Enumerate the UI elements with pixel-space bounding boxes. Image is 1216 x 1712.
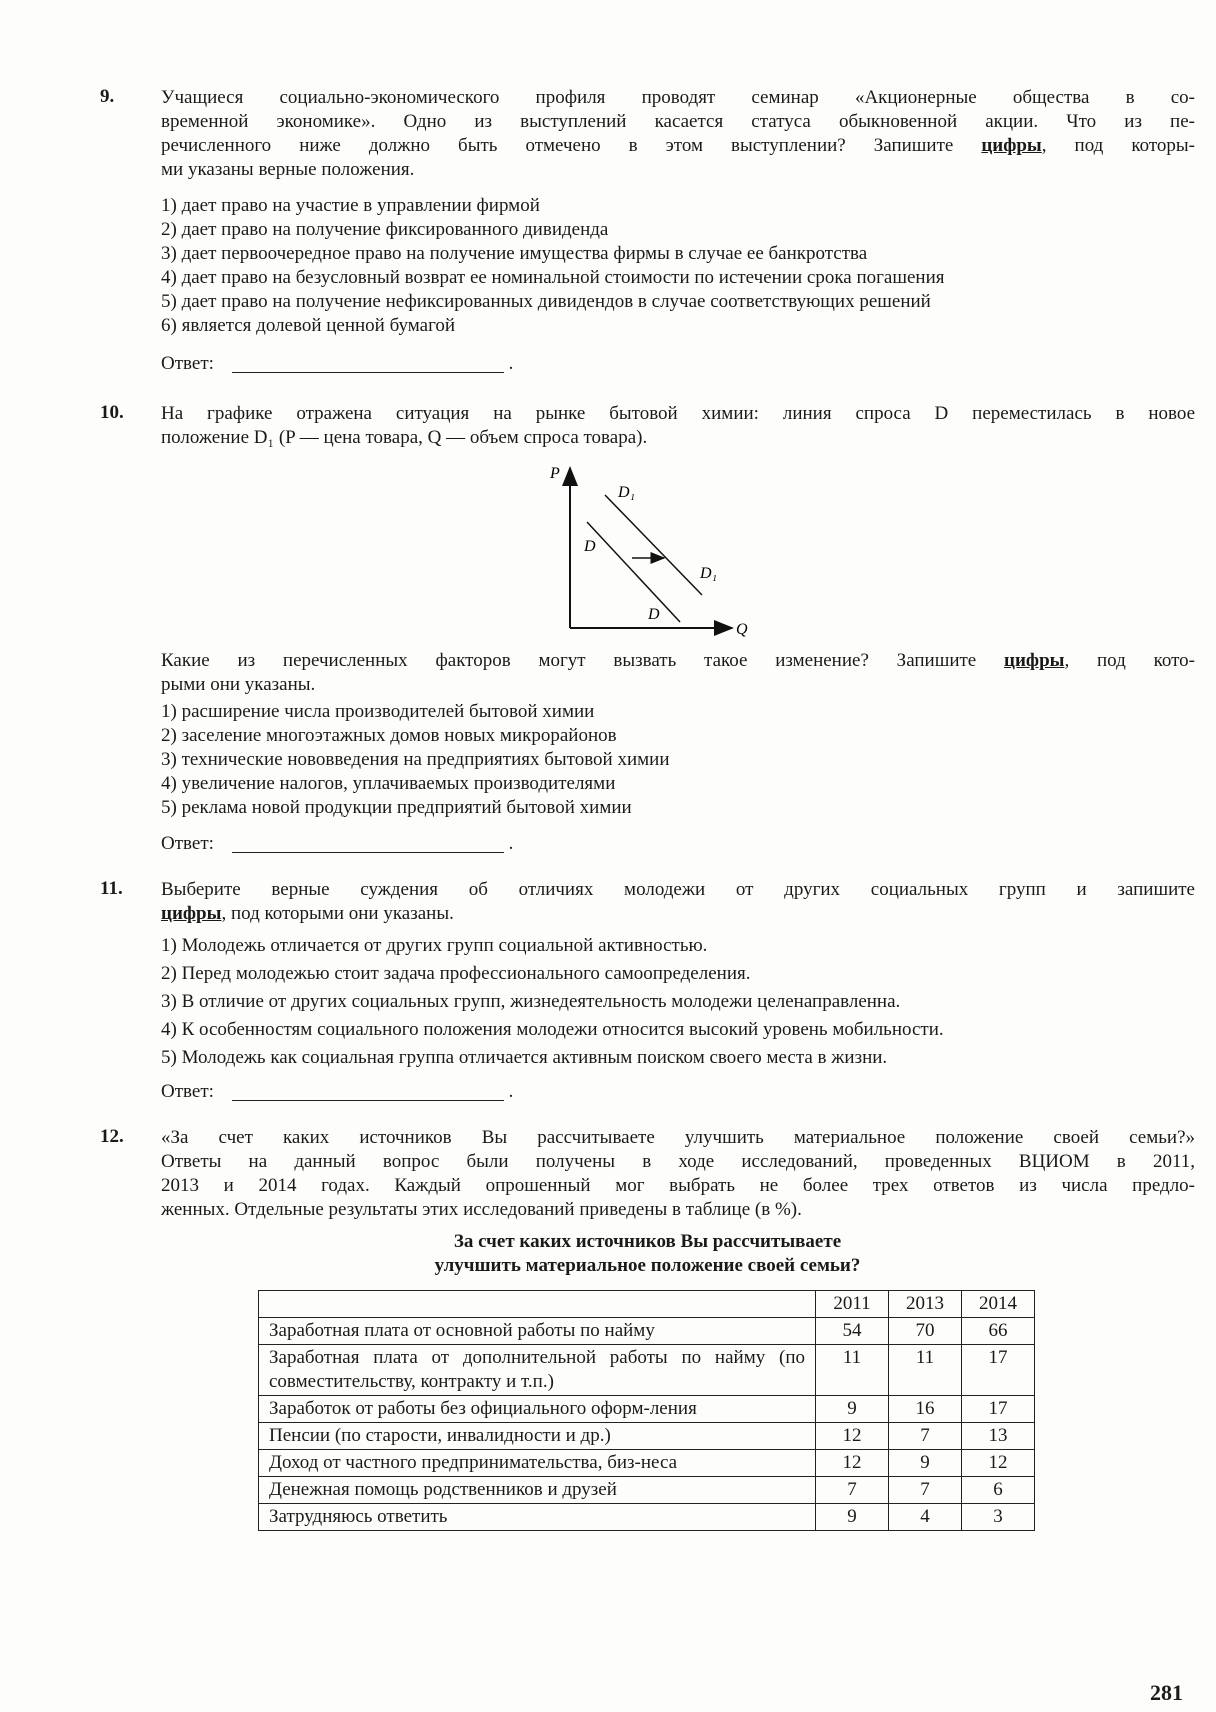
value-cell: 4	[889, 1504, 962, 1531]
label-cell: Пенсии (по старости, инвалидности и др.)	[259, 1423, 816, 1450]
question-12	[161, 1126, 1195, 1222]
d1-label: D₁	[618, 484, 636, 501]
answer-field[interactable]: Ответ: .	[161, 833, 514, 854]
option: 2) дает право на получение фиксированного дивиденда	[161, 219, 609, 240]
question-text: Учащиеся социально-экономического профиля проводят семинар «Акционерные общества в со-	[161, 87, 1195, 108]
question-text: ми указаны верные положения.	[161, 159, 415, 180]
answer-label: Ответ:	[161, 833, 214, 854]
question-11	[161, 878, 1195, 1074]
option: 5) Молодежь как социальная группа отличается активным поиском своего места в жизни.	[161, 1047, 888, 1068]
question-text: Ответы на данный вопрос были получены в ходе исследований, проведенных ВЦИОМ в 2011,	[161, 1151, 1195, 1172]
question-text: Выберите верные суждения об отличиях молодежи от других социальных групп и запишите	[161, 879, 1195, 900]
table-row	[259, 1477, 1035, 1504]
d-label: D	[584, 538, 596, 555]
value-cell: 11	[889, 1345, 962, 1396]
option: 6) является долевой ценной бумагой	[161, 315, 456, 336]
option: 5) дает право на получение нефиксированных дивидендов в случае соответствующих решений	[161, 291, 931, 312]
value-cell: 12	[816, 1450, 889, 1477]
table-row	[259, 1450, 1035, 1477]
value-cell: 54	[816, 1318, 889, 1345]
answer-field[interactable]: Ответ: .	[161, 1081, 514, 1102]
label-cell: Доход от частного предпринимательства, биз-неса	[259, 1450, 816, 1477]
option: 2) Перед молодежью стоит задача профессионального самоопределения.	[161, 963, 751, 984]
page-number: 281	[1150, 1680, 1183, 1705]
option: 1) дает право на участие в управлении фирмой	[161, 195, 540, 216]
value-cell: 12	[816, 1423, 889, 1450]
demand-line-d1	[605, 495, 702, 595]
value-cell: 3	[962, 1504, 1035, 1531]
answer-label: Ответ:	[161, 353, 214, 374]
question-text: На графике отражена ситуация на рынке бытовой химии: линия спроса D переместилась в новое	[161, 403, 1195, 424]
question-text: женных. Отдельные результаты этих исследований приведены в таблице (в %).	[161, 1199, 802, 1220]
question-number: 11.	[100, 878, 123, 899]
table-row	[259, 1345, 1035, 1396]
value-cell: 9	[816, 1396, 889, 1423]
label-cell: Заработная плата от основной работы по найму	[259, 1318, 816, 1345]
question-number: 10.	[100, 402, 124, 423]
question-text: положение D₁ (P — цена товара, Q — объем спроса товара).	[161, 427, 648, 448]
label-cell: Заработная плата от дополнительной работы по найму (по совместительству, контракту и т.п.)	[259, 1345, 816, 1396]
d-label: D	[648, 606, 660, 623]
demand-shift-graph	[540, 460, 760, 645]
label-cell: Затрудняюсь ответить	[259, 1504, 816, 1531]
q-axis-label: Q	[736, 621, 748, 638]
value-cell: 11	[816, 1345, 889, 1396]
question-text: 2013 и 2014 годах. Каждый опрошенный мог выбрать не более трех ответов из числа предло-	[161, 1175, 1195, 1196]
option: 4) К особенностям социального положения молодежи относится высокий уровень мобильности.	[161, 1019, 944, 1040]
value-cell: 70	[889, 1318, 962, 1345]
question-text: речисленного ниже должно быть отмечено в этом выступлении? Запишите цифры, под которы-	[161, 135, 1195, 156]
option: 3) технические нововведения на предприятиях бытовой химии	[161, 749, 670, 770]
header-cell: 2014	[962, 1291, 1035, 1318]
question-10	[161, 402, 1195, 450]
table-row	[259, 1318, 1035, 1345]
question-text: рыми они указаны.	[161, 674, 316, 695]
value-cell: 13	[962, 1423, 1035, 1450]
value-cell: 16	[889, 1396, 962, 1423]
label-cell: Денежная помощь родственников и друзей	[259, 1477, 816, 1504]
table-row	[259, 1423, 1035, 1450]
table-row	[259, 1396, 1035, 1423]
question-10-cont	[161, 649, 1195, 820]
value-cell: 66	[962, 1318, 1035, 1345]
demand-line-d	[587, 522, 680, 622]
value-cell: 7	[889, 1477, 962, 1504]
question-number: 9.	[100, 86, 115, 107]
question-number: 12.	[100, 1126, 124, 1147]
emphasis: цифры	[161, 903, 222, 924]
question-text: цифры, под которыми они указаны.	[161, 903, 454, 924]
answer-label: Ответ:	[161, 1081, 214, 1102]
table-header-row	[259, 1291, 1035, 1318]
option: 5) реклама новой продукции предприятий бытовой химии	[161, 797, 632, 818]
question-text: временной экономике». Одно из выступлений касается статуса обыкновенной акции. Что из пе-	[161, 111, 1195, 132]
emphasis: цифры	[981, 135, 1042, 156]
header-cell: 2011	[816, 1291, 889, 1318]
table-row	[259, 1504, 1035, 1531]
value-cell: 9	[889, 1450, 962, 1477]
p-axis-label: P	[550, 465, 560, 482]
value-cell: 17	[962, 1345, 1035, 1396]
value-cell: 7	[816, 1477, 889, 1504]
header-cell	[259, 1291, 816, 1318]
survey-table	[258, 1290, 1035, 1531]
value-cell: 17	[962, 1396, 1035, 1423]
table-title: За счет каких источников Вы рассчитываете улучшить материальное положение своей семьи?	[434, 1231, 861, 1276]
option: 1) Молодежь отличается от других групп социальной активностью.	[161, 935, 708, 956]
option: 2) заселение многоэтажных домов новых микрорайонов	[161, 725, 617, 746]
question-text: «За счет каких источников Вы рассчитываете улучшить материальное положение своей семьи?»	[161, 1127, 1195, 1148]
option: 3) дает первоочередное право на получение имущества фирмы в случае ее банкротства	[161, 243, 868, 264]
question-9	[161, 86, 1195, 338]
label-cell: Заработок от работы без официального оформ-ления	[259, 1396, 816, 1423]
value-cell: 12	[962, 1450, 1035, 1477]
value-cell: 6	[962, 1477, 1035, 1504]
header-cell: 2013	[889, 1291, 962, 1318]
question-text: Какие из перечисленных факторов могут вызвать такое изменение? Запишите цифры, под кото-	[161, 650, 1195, 671]
emphasis: цифры	[1004, 650, 1065, 671]
option: 4) увеличение налогов, уплачиваемых производителями	[161, 773, 616, 794]
d1-label: D₁	[700, 565, 718, 582]
option: 3) В отличие от других социальных групп, жизнедеятельность молодежи целенаправленна.	[161, 991, 901, 1012]
value-cell: 7	[889, 1423, 962, 1450]
option: 4) дает право на безусловный возврат ее номинальной стоимости по истечении срока погашения	[161, 267, 945, 288]
answer-field[interactable]: Ответ: .	[161, 353, 514, 374]
value-cell: 9	[816, 1504, 889, 1531]
option: 1) расширение числа производителей бытовой химии	[161, 701, 595, 722]
